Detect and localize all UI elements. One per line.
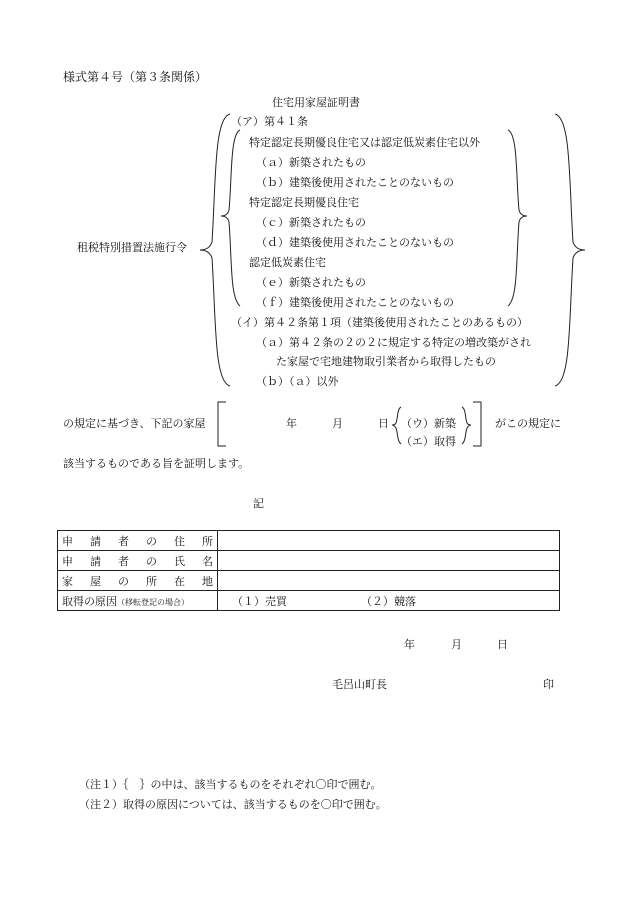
group2-item-c: （ｃ）新築されたもの: [256, 216, 366, 229]
article42-item-b: （ｂ）（ａ）以外: [256, 375, 339, 388]
table-row: [58, 531, 560, 551]
option-shinchiku: （ウ）新築: [401, 417, 456, 430]
option-shutoku: （エ）取得: [401, 435, 456, 448]
applicant-name-field[interactable]: [218, 551, 560, 571]
issue-month: 月: [451, 638, 462, 651]
form-number: 様式第４号（第３条関係）: [63, 70, 208, 84]
issue-year: 年: [404, 638, 415, 651]
seal-mark: 印: [543, 678, 554, 691]
group2-heading: 特定認定長期優良住宅: [249, 196, 359, 209]
table-row: [58, 551, 560, 571]
group3-item-e: （ｅ）新築されたもの: [256, 276, 366, 289]
group1-item-b: （ｂ）建築後使用されたことのないもの: [256, 176, 454, 189]
group2-item-d: （ｄ）建築後使用されたことのないもの: [256, 236, 454, 249]
cause-option-baibai[interactable]: （１）売買: [232, 594, 287, 608]
acquisition-cause-note: （移転登記の場合）: [117, 597, 189, 607]
article42-item-a-line1: （ａ）第４２条の２の２に規定する特定の増改築がされ: [256, 336, 531, 349]
table-row: [58, 591, 560, 611]
article41-heading: （ア）第４１条: [231, 115, 308, 128]
inner-left-brace: [221, 130, 240, 306]
acquisition-cause-label: 取得の原因（移転登記の場合）: [58, 591, 218, 611]
inner-right-brace: [508, 130, 527, 306]
provision-day: 日: [378, 417, 389, 430]
article42-item-a-line2: た家屋で宅地建物取引業者から取得したもの: [276, 355, 496, 368]
applicant-table: [57, 530, 560, 611]
group1-heading: 特定認定長期優良住宅又は認定低炭素住宅以外: [249, 136, 480, 149]
outer-right-brace: [555, 114, 585, 386]
outer-left-brace: [200, 114, 230, 386]
group1-item-a: （ａ）新築されたもの: [256, 156, 366, 169]
provision-left-bracket: [218, 402, 226, 446]
table-row: [58, 571, 560, 591]
law-name: 租税特別措置法施行令: [77, 241, 187, 254]
note-2: （注２）取得の原因については、該当するものを〇印で囲む。: [79, 798, 387, 811]
applicant-name-label: 申 請 者 の 氏 名: [58, 551, 218, 571]
document-title: 住宅用家屋証明書: [272, 96, 360, 109]
option-right-brace: [462, 407, 471, 444]
ki-mark: 記: [253, 497, 264, 510]
house-location-field[interactable]: [218, 571, 560, 591]
issue-day: 日: [497, 638, 508, 651]
applicant-address-field[interactable]: [218, 531, 560, 551]
group3-item-f: （ｆ）建築後使用されたことのないもの: [256, 296, 454, 309]
note-1: （注１）｛ ｝の中は、該当するものをそれぞれ〇印で囲む。: [79, 778, 382, 791]
article42-heading: （イ）第４２条第１項（建築後使用されたことのあるもの）: [231, 316, 528, 329]
mayor-title: 毛呂山町長: [332, 678, 387, 691]
provision-suffix: がこの規定に: [495, 417, 561, 430]
house-location-label: 家 屋 の 所 在 地: [58, 571, 218, 591]
group3-heading: 認定低炭素住宅: [249, 256, 326, 269]
provision-month: 月: [332, 417, 343, 430]
cause-option-keiraku[interactable]: （２）競落: [361, 594, 416, 608]
provision-prefix: の規定に基づき、下記の家屋: [63, 417, 206, 430]
applicant-address-label: 申 請 者 の 住 所: [58, 531, 218, 551]
acquisition-cause-options: [218, 591, 560, 611]
option-left-brace: [392, 407, 401, 444]
provision-year: 年: [286, 417, 297, 430]
provision-line2: 該当するものである旨を証明します。: [63, 457, 250, 470]
provision-right-bracket: [473, 402, 481, 446]
